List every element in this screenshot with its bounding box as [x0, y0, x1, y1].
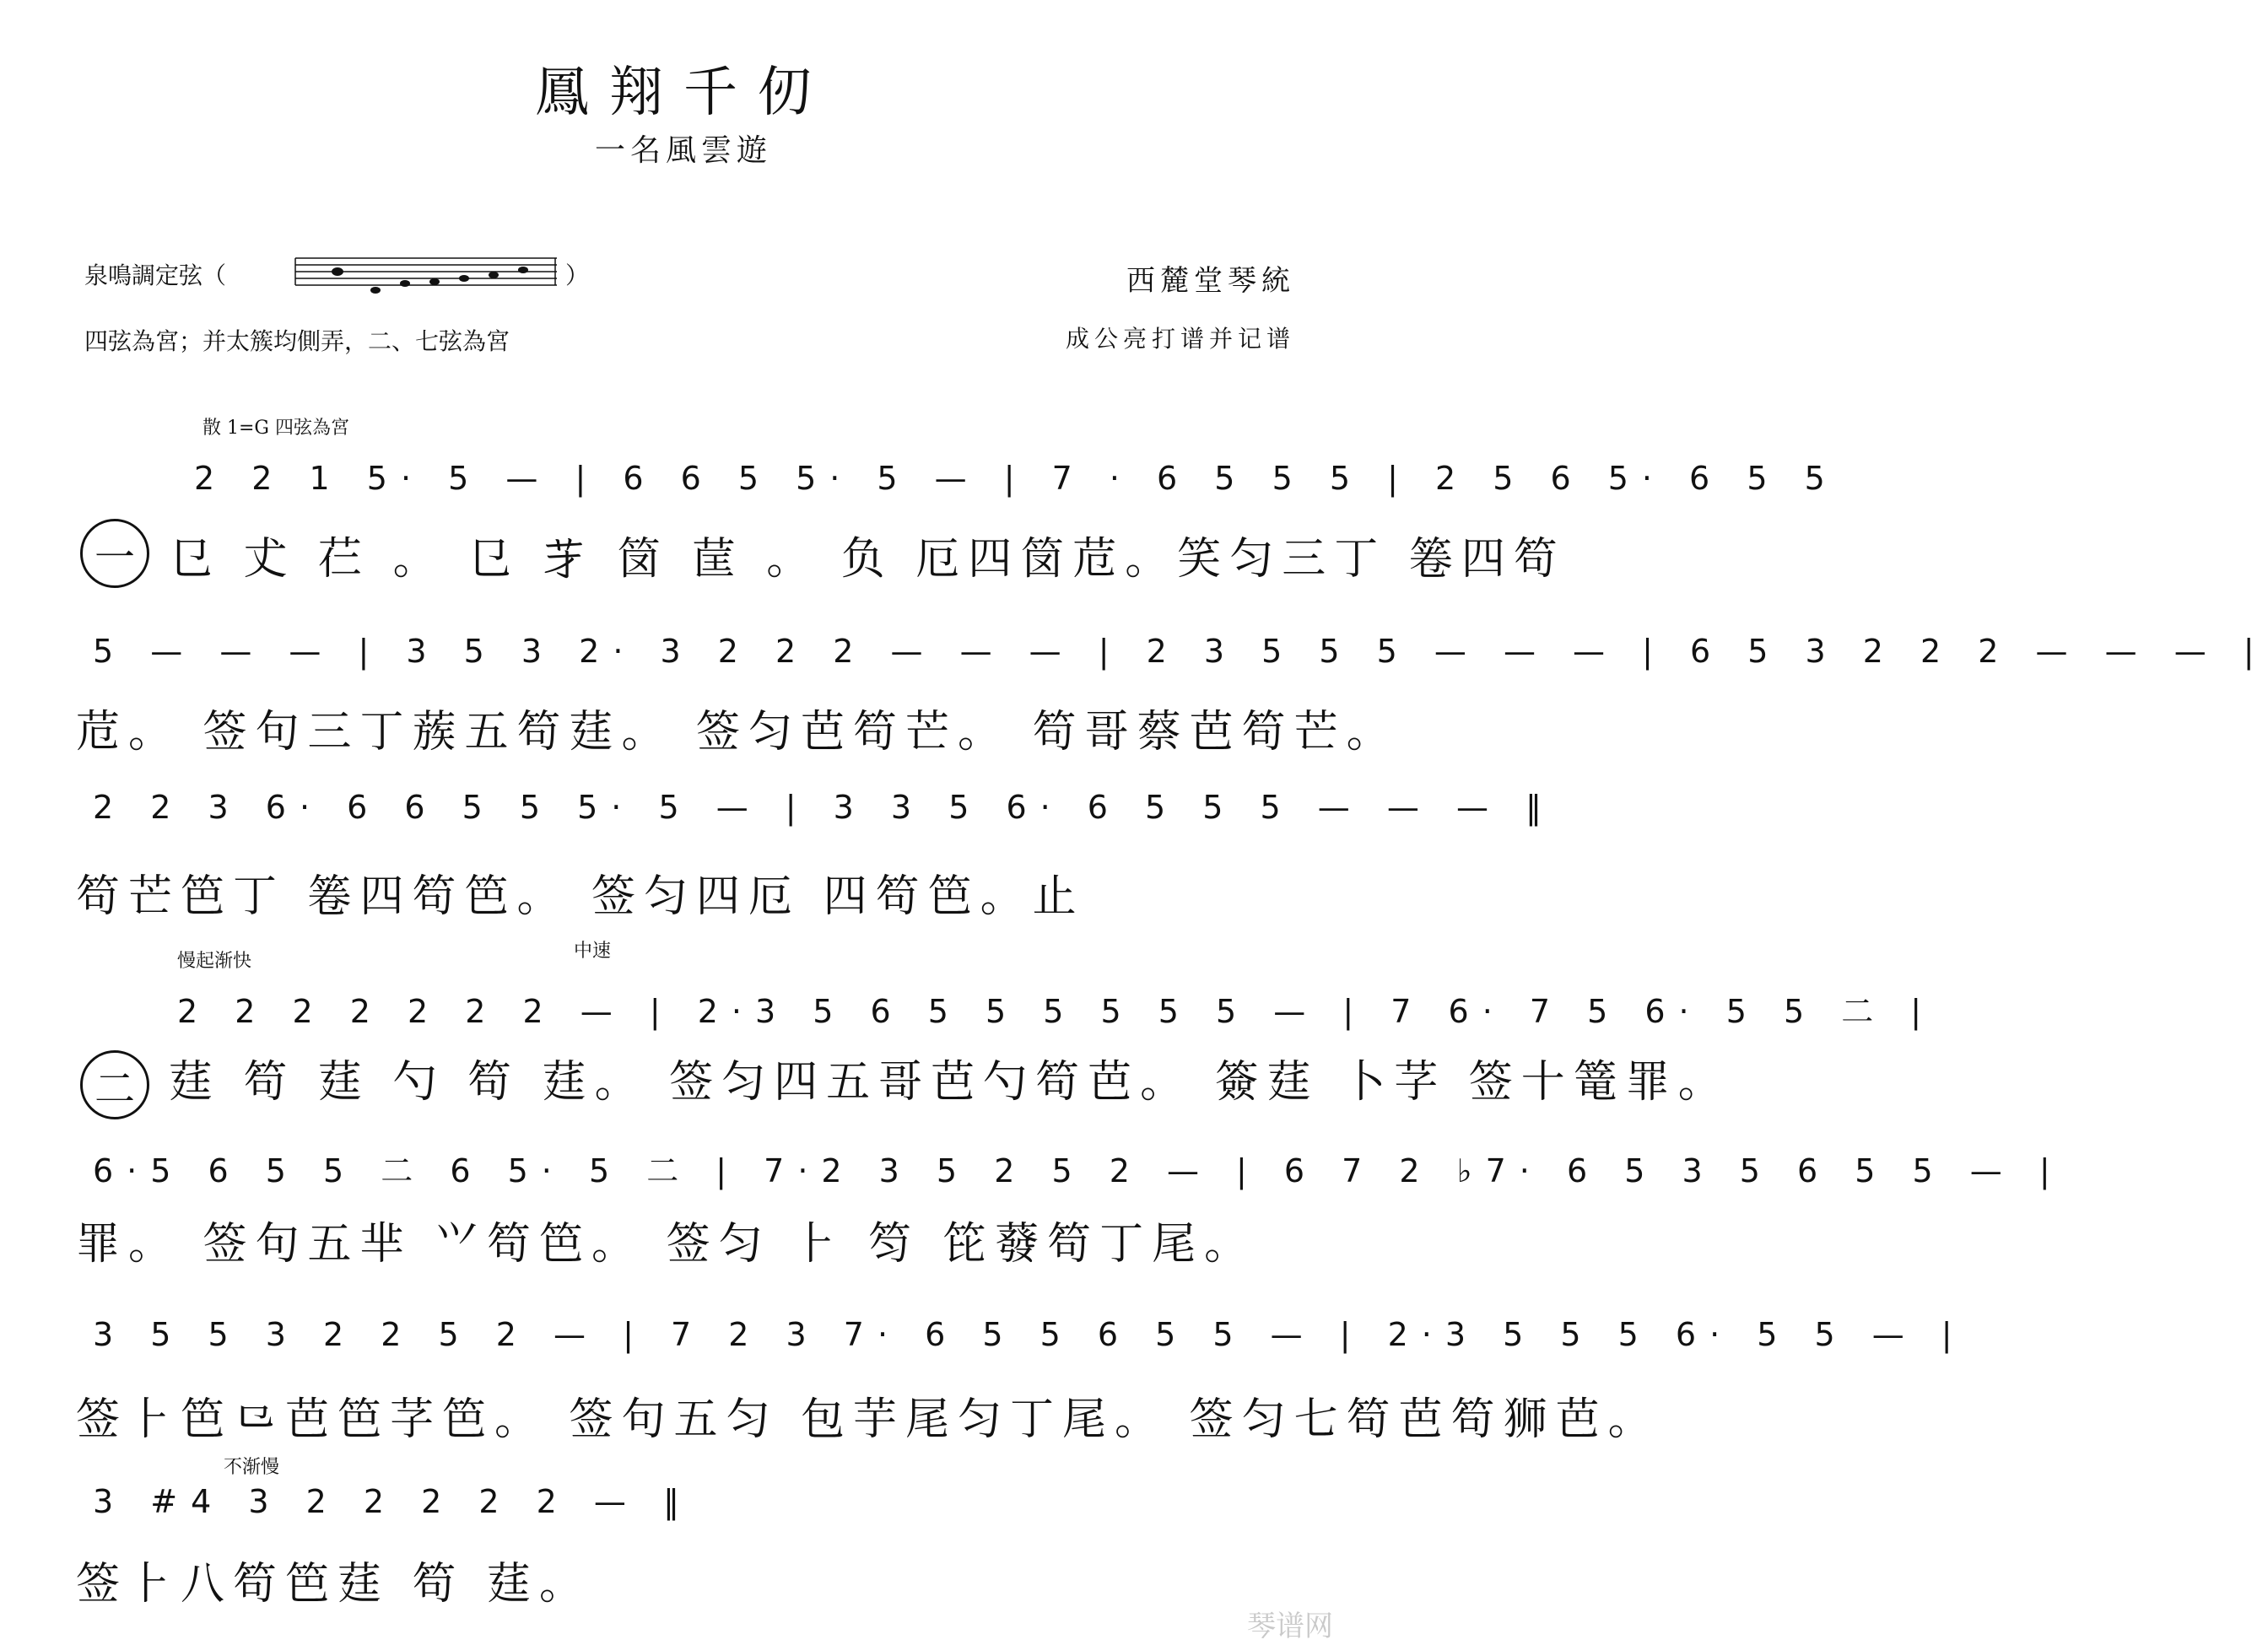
s1-line3-tab: 笱芒笆丁 箞四笱笆。 签匀四厄 四笱笆。止: [76, 871, 1085, 922]
s1-line2-tab: 苊。 签句三丁蔟五笱莛。 签匀芭笱芒。 笱哥蔡芭笱芒。: [76, 707, 1399, 758]
section2-tempo-start: 慢起渐快: [177, 951, 252, 972]
tuning-label: 泉鳴調定弦（: [84, 262, 227, 289]
section1-marker: 一: [80, 519, 149, 588]
s1-line1-tab: 㔾 𠀋 芢 。 㔾 𦬁 笝 䒰 。 负 厄四笝苊。笑匀三丁 箞四笱: [169, 534, 1566, 585]
page-title: 鳳翔千仞: [535, 62, 832, 124]
watermark-logo: 琴谱网: [1247, 1610, 1333, 1643]
s2-line3-notes: 3 5 5 3 2 2 5 2 — | 7 2 3 7· 6 5 5 6 5 5 — | 2·3 5 5 5 6· 5 5 — |: [93, 1316, 1966, 1353]
s2-line3-tab: 签⺊笆⺋芭笆芓笆。 签句五匀 包芋尾匀丁尾。 签匀七笱芭笱狮芭。: [76, 1394, 1660, 1445]
s1-line1-notes: 2 2 1 5· 5 — | 6 6 5 5· 5 — | 7 · 6 5 5 5 | 2 5 6 5· 6 5 5: [194, 460, 1839, 497]
source-credit: 西麓堂琴統: [1126, 264, 1295, 298]
s2-line4-tab: 签⺊八笱笆莛 笱 莛。: [76, 1559, 592, 1610]
mode-note: 四弦為宮；并太簇均側弄，二、七弦為宮: [84, 327, 510, 355]
tuning-staff: [295, 253, 557, 295]
page-subtitle: 一名風雲遊: [594, 133, 772, 168]
tuning-close: ）: [565, 262, 590, 289]
section2-tempo-mid: 中速: [574, 941, 612, 962]
section1-tempo: 散 1=G 四弦為宮: [202, 418, 349, 439]
s1-line2-notes: 5 — — — | 3 5 3 2· 3 2 2 2 — — — | 2 3 5 5 5 — — — | 6 5 3 2 2 2 — — — |: [93, 633, 2268, 670]
s2-line4-notes: 3 #4 3 2 2 2 2 2 — ‖: [93, 1483, 693, 1520]
s1-line3-notes: 2 2 3 6· 6 6 5 5 5· 5 — | 3 3 5 6· 6 5 5 5 — — — ‖: [93, 789, 1556, 826]
s2-line1-tab: 莛 笱 莛 勺 笱 莛。 签匀四五哥芭勺笱芭。 簽莛 卜芓 签十篭罪。: [169, 1057, 1731, 1108]
s2-line2-notes: 6·5 6 5 5 二 6 5· 5 二 | 7·2 3 5 2 5 2 — | 6 7 2 ♭7· 6 5 3 5 6 5 5 — |: [93, 1152, 2064, 1189]
s2-line2-tab: 罪。 签句五芈 ⺍笱笆。 签匀 ⺊ 笉 笓蕟笱丁尾。: [76, 1219, 1257, 1270]
section2-marker: 二: [80, 1050, 149, 1119]
section2-tempo-end: 不渐慢: [224, 1457, 280, 1478]
s2-line1-notes: 2 2 2 2 2 2 2 — | 2·3 5 6 5 5 5 5 5 5 — | 7 6· 7 5 6· 5 5 二 |: [177, 993, 1936, 1030]
transcriber-credit: 成公亮打谱并记谱: [1065, 325, 1295, 353]
